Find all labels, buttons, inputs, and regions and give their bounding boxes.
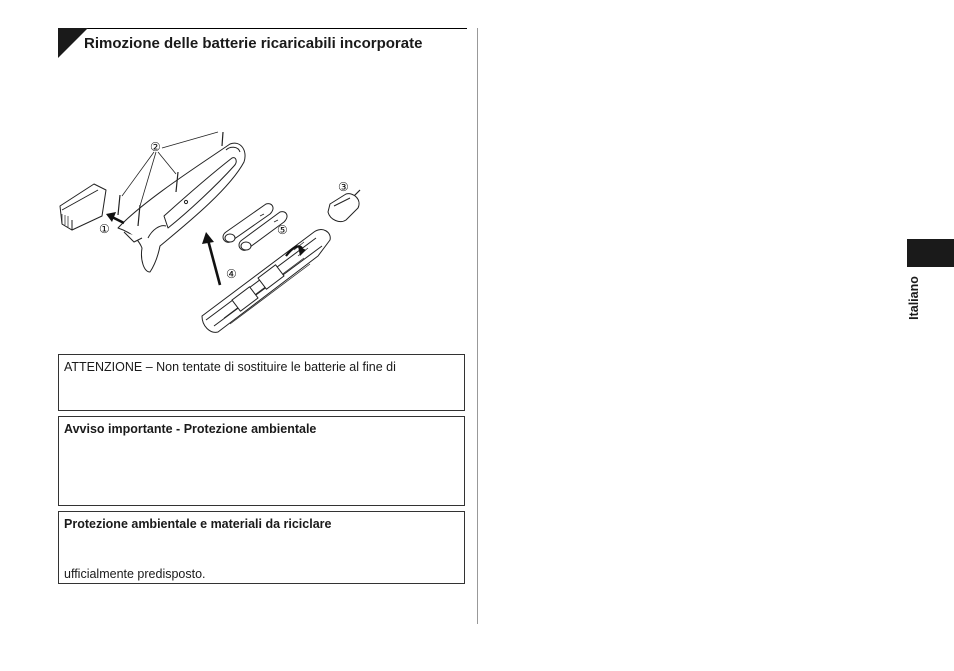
callout-3: ③ bbox=[338, 180, 349, 194]
recycling-text: ufficialmente predisposto. bbox=[64, 567, 206, 581]
recycling-box bbox=[58, 511, 465, 584]
language-tab bbox=[907, 239, 954, 267]
callout-4: ④ bbox=[226, 267, 237, 281]
heading-rule bbox=[58, 28, 467, 29]
callout-2: ② bbox=[150, 140, 161, 154]
language-label-text: Italiano bbox=[907, 276, 921, 320]
environment-notice-box bbox=[58, 416, 465, 506]
section-title: Rimozione delle batterie ricaricabili incorporate bbox=[84, 35, 423, 52]
environment-notice-title: Avviso importante - Protezione ambientale bbox=[64, 422, 317, 436]
callout-1: ① bbox=[99, 222, 110, 236]
upper-case-part bbox=[118, 143, 245, 272]
battery-removal-illustration bbox=[54, 120, 374, 345]
column-divider bbox=[477, 28, 478, 624]
callout-5: ⑤ bbox=[277, 223, 288, 237]
lower-case-part bbox=[202, 230, 330, 333]
caution-box bbox=[58, 354, 465, 411]
caution-text: ATTENZIONE – Non tentate di sostituire le batterie al fine di bbox=[64, 360, 396, 374]
language-tab-label bbox=[898, 268, 930, 328]
end-cap-part bbox=[328, 194, 359, 222]
recycling-title: Protezione ambientale e materiali da riciclare bbox=[64, 517, 332, 531]
